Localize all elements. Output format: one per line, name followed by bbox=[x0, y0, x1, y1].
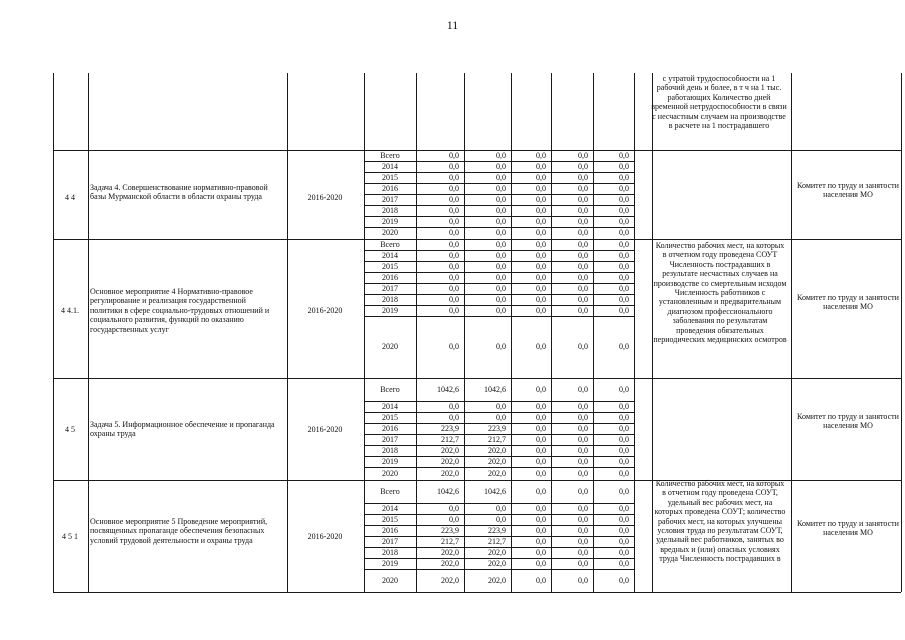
year-cell: 2014 bbox=[382, 250, 398, 260]
value-cell: 0,0 bbox=[578, 514, 588, 524]
value-cell: 0,0 bbox=[578, 401, 588, 411]
value-cell: 0,0 bbox=[578, 283, 588, 293]
section-divider bbox=[53, 378, 901, 379]
value-cell: 0,0 bbox=[619, 525, 629, 535]
value-cell: 0,0 bbox=[536, 514, 546, 524]
value-cell: 0,0 bbox=[619, 401, 629, 411]
value-cell: 0,0 bbox=[578, 558, 588, 568]
value-cell: 202,0 bbox=[441, 456, 459, 466]
value-cell: 0,0 bbox=[578, 216, 588, 226]
value-cell: 0,0 bbox=[449, 401, 459, 411]
value-cell: 0,0 bbox=[619, 161, 629, 171]
year-cell: 2018 bbox=[382, 445, 398, 455]
value-cell: 0,0 bbox=[536, 261, 546, 271]
value-cell: 0,0 bbox=[496, 514, 506, 524]
table-border-bottom bbox=[53, 592, 901, 593]
year-cell: Всего bbox=[380, 239, 400, 249]
value-cell: 0,0 bbox=[619, 456, 629, 466]
value-cell: 0,0 bbox=[578, 456, 588, 466]
value-cell: 0,0 bbox=[449, 294, 459, 304]
value-cell: 223,9 bbox=[488, 525, 506, 535]
value-cell: 0,0 bbox=[496, 283, 506, 293]
value-cell: 1042,6 bbox=[437, 384, 459, 394]
value-cell: 0,0 bbox=[536, 525, 546, 535]
year-cell: 2017 bbox=[382, 194, 398, 204]
value-cell: 0,0 bbox=[536, 456, 546, 466]
value-cell: 0,0 bbox=[578, 272, 588, 282]
value-cell: 212,7 bbox=[488, 434, 506, 444]
value-cell: 0,0 bbox=[536, 272, 546, 282]
value-cell: 0,0 bbox=[496, 261, 506, 271]
year-cell: 2015 bbox=[382, 261, 398, 271]
value-cell: 0,0 bbox=[578, 172, 588, 182]
value-cell: 0,0 bbox=[536, 412, 546, 422]
year-cell: 2016 bbox=[382, 525, 398, 535]
value-cell: 0,0 bbox=[496, 294, 506, 304]
value-cell: 0,0 bbox=[578, 575, 588, 585]
top-indicator-text: с утратой трудоспособности на 1 рабочий день и более, в т ч на 1 тыс. работающих Количество дней временной нетрудоспособности в связи с несчастным случаем на производстве в расчете на 1 пострадавшего bbox=[651, 74, 787, 131]
section-number: 4 5 1 bbox=[62, 532, 78, 541]
value-cell: 0,0 bbox=[578, 294, 588, 304]
value-cell: 0,0 bbox=[536, 486, 546, 496]
value-cell: 0,0 bbox=[619, 216, 629, 226]
value-cell: 0,0 bbox=[619, 547, 629, 557]
year-cell: Всего bbox=[380, 150, 400, 160]
value-cell: 202,0 bbox=[441, 558, 459, 568]
value-cell: 0,0 bbox=[578, 161, 588, 171]
value-cell: 0,0 bbox=[619, 575, 629, 585]
value-cell: 0,0 bbox=[536, 294, 546, 304]
value-cell: 1042,6 bbox=[484, 486, 506, 496]
year-cell: 2019 bbox=[382, 456, 398, 466]
value-cell: 0,0 bbox=[496, 216, 506, 226]
section-indicator: Количество рабочих мест, на которых в отчетном году проведена СОУТ, удельный вес рабочих мест, на которых проведена СОУТ; количество рабочих мест, на которых улучшены условия труда по результатам СОУТ, удельный вес работников, занятых во вредных и (или) опасных условиях труда Численность пострадавших в bbox=[654, 479, 786, 564]
value-cell: 223,9 bbox=[488, 423, 506, 433]
value-cell: 0,0 bbox=[536, 434, 546, 444]
value-cell: 0,0 bbox=[536, 305, 546, 315]
value-cell: 202,0 bbox=[488, 558, 506, 568]
value-cell: 0,0 bbox=[449, 514, 459, 524]
year-cell: 2018 bbox=[382, 294, 398, 304]
value-cell: 0,0 bbox=[449, 194, 459, 204]
value-cell: 0,0 bbox=[619, 342, 629, 351]
value-cell: 0,0 bbox=[536, 172, 546, 182]
value-cell: 0,0 bbox=[496, 228, 506, 237]
value-cell: 0,0 bbox=[496, 305, 506, 315]
section-period: 2016-2020 bbox=[307, 425, 343, 434]
value-cell: 0,0 bbox=[536, 228, 546, 237]
value-cell: 0,0 bbox=[619, 261, 629, 271]
value-cell: 1042,6 bbox=[484, 384, 506, 394]
value-cell: 0,0 bbox=[536, 503, 546, 513]
year-cell: 2016 bbox=[382, 423, 398, 433]
section-executor: Комитет по труду и занятости населения МО bbox=[797, 519, 899, 538]
year-cell: Всего bbox=[380, 486, 400, 496]
section-executor: Комитет по труду и занятости населения МО bbox=[797, 293, 899, 312]
year-cell: 2017 bbox=[382, 434, 398, 444]
value-cell: 0,0 bbox=[619, 305, 629, 315]
value-cell: 0,0 bbox=[536, 445, 546, 455]
value-cell: 202,0 bbox=[441, 547, 459, 557]
value-cell: 0,0 bbox=[578, 486, 588, 496]
value-cell: 202,0 bbox=[488, 575, 506, 585]
value-cell: 0,0 bbox=[449, 239, 459, 249]
year-cell: 2020 bbox=[382, 228, 398, 237]
year-cell: 2016 bbox=[382, 272, 398, 282]
value-cell: 0,0 bbox=[619, 384, 629, 394]
value-cell: 0,0 bbox=[449, 172, 459, 182]
value-cell: 0,0 bbox=[496, 239, 506, 249]
value-cell: 0,0 bbox=[536, 468, 546, 478]
value-cell: 212,7 bbox=[441, 434, 459, 444]
value-cell: 0,0 bbox=[449, 183, 459, 193]
value-cell: 0,0 bbox=[578, 434, 588, 444]
year-cell: 2017 bbox=[382, 536, 398, 546]
value-cell: 0,0 bbox=[449, 503, 459, 513]
value-cell: 0,0 bbox=[578, 194, 588, 204]
section-period: 2016-2020 bbox=[307, 193, 343, 202]
value-cell: 0,0 bbox=[619, 445, 629, 455]
value-cell: 0,0 bbox=[619, 194, 629, 204]
value-cell: 0,0 bbox=[496, 172, 506, 182]
section-executor: Комитет по труду и занятости населения МО bbox=[797, 412, 899, 431]
year-cell: Всего bbox=[380, 384, 400, 394]
section-period: 2016-2020 bbox=[307, 306, 343, 315]
value-cell: 0,0 bbox=[496, 194, 506, 204]
value-cell: 0,0 bbox=[578, 305, 588, 315]
value-cell: 0,0 bbox=[536, 239, 546, 249]
value-cell: 0,0 bbox=[496, 412, 506, 422]
value-cell: 0,0 bbox=[619, 423, 629, 433]
value-cell: 0,0 bbox=[578, 547, 588, 557]
year-cell: 2015 bbox=[382, 172, 398, 182]
section-title: Основное мероприятие 5 Проведение мероприятий, посвященных пропаганде обеспечения безопасных условий трудовой деятельности и охраны труда bbox=[90, 517, 268, 545]
value-cell: 0,0 bbox=[449, 161, 459, 171]
value-cell: 0,0 bbox=[578, 423, 588, 433]
value-cell: 0,0 bbox=[449, 250, 459, 260]
year-cell: 2018 bbox=[382, 205, 398, 215]
year-cell: 2014 bbox=[382, 401, 398, 411]
value-cell: 0,0 bbox=[619, 228, 629, 237]
value-cell: 0,0 bbox=[619, 283, 629, 293]
value-cell: 0,0 bbox=[619, 434, 629, 444]
year-cell: 2014 bbox=[382, 161, 398, 171]
value-cell: 0,0 bbox=[449, 205, 459, 215]
row-divider bbox=[364, 569, 634, 570]
section-executor: Комитет по труду и занятости населения МО bbox=[797, 181, 899, 200]
value-cell: 202,0 bbox=[441, 468, 459, 478]
value-cell: 0,0 bbox=[619, 294, 629, 304]
section-title: Основное мероприятие 4 Нормативно-правовое регулирование и реализация государственной политики в сфере социально-трудовых отношений и социального развития, функций по оказанию государственных услуг bbox=[90, 287, 270, 334]
value-cell: 0,0 bbox=[578, 183, 588, 193]
value-cell: 202,0 bbox=[441, 445, 459, 455]
value-cell: 212,7 bbox=[441, 536, 459, 546]
value-cell: 0,0 bbox=[619, 172, 629, 182]
value-cell: 0,0 bbox=[578, 239, 588, 249]
value-cell: 0,0 bbox=[536, 558, 546, 568]
table-border-right bbox=[901, 73, 902, 592]
value-cell: 0,0 bbox=[578, 468, 588, 478]
value-cell: 202,0 bbox=[441, 575, 459, 585]
value-cell: 0,0 bbox=[536, 194, 546, 204]
value-cell: 0,0 bbox=[496, 150, 506, 160]
value-cell: 0,0 bbox=[619, 558, 629, 568]
year-cell: 2017 bbox=[382, 283, 398, 293]
value-cell: 1042,6 bbox=[437, 486, 459, 496]
value-cell: 0,0 bbox=[449, 305, 459, 315]
value-cell: 202,0 bbox=[488, 456, 506, 466]
value-cell: 0,0 bbox=[536, 183, 546, 193]
year-cell: 2015 bbox=[382, 514, 398, 524]
value-cell: 0,0 bbox=[536, 401, 546, 411]
value-cell: 0,0 bbox=[578, 261, 588, 271]
value-cell: 0,0 bbox=[536, 342, 546, 351]
value-cell: 0,0 bbox=[536, 547, 546, 557]
section-indicator: Количество рабочих мест, на которых в отчетном году проведена СОУТ Численность пострадавших в результате несчастных случаев на производстве со смертельным исходом Численность работников с установленным и предварительным диагнозом профессионального заболевания по результатам проведения обязательных периодических медицинских осмотров bbox=[653, 241, 787, 345]
value-cell: 0,0 bbox=[536, 205, 546, 215]
year-cell: 2015 bbox=[382, 412, 398, 422]
value-cell: 0,0 bbox=[449, 342, 459, 351]
row-divider bbox=[364, 316, 634, 317]
value-cell: 0,0 bbox=[536, 161, 546, 171]
value-cell: 0,0 bbox=[496, 342, 506, 351]
value-cell: 223,9 bbox=[441, 525, 459, 535]
value-cell: 0,0 bbox=[496, 401, 506, 411]
value-cell: 0,0 bbox=[536, 575, 546, 585]
value-cell: 0,0 bbox=[619, 250, 629, 260]
value-cell: 0,0 bbox=[619, 183, 629, 193]
value-cell: 0,0 bbox=[496, 161, 506, 171]
value-cell: 0,0 bbox=[536, 283, 546, 293]
page-number: 11 bbox=[446, 18, 459, 32]
value-cell: 0,0 bbox=[578, 445, 588, 455]
section-number: 4 4 bbox=[65, 193, 75, 202]
section-number: 4 5 bbox=[65, 425, 75, 434]
value-cell: 212,7 bbox=[488, 536, 506, 546]
value-cell: 0,0 bbox=[449, 272, 459, 282]
value-cell: 0,0 bbox=[578, 503, 588, 513]
section-title: Задача 4. Совершенствование нормативно-правовой базы Мурманской области в области охраны труда bbox=[90, 183, 268, 202]
year-cell: 2019 bbox=[382, 305, 398, 315]
section-number: 4 4.1. bbox=[61, 306, 79, 315]
value-cell: 0,0 bbox=[496, 183, 506, 193]
value-cell: 0,0 bbox=[619, 205, 629, 215]
year-cell: 2019 bbox=[382, 216, 398, 226]
year-cell: 2019 bbox=[382, 558, 398, 568]
value-cell: 0,0 bbox=[619, 503, 629, 513]
year-cell: 2020 bbox=[382, 342, 398, 351]
value-cell: 0,0 bbox=[536, 423, 546, 433]
section-title: Задача 5. Информационное обеспечение и пропаганда охраны труда bbox=[90, 420, 275, 439]
value-cell: 0,0 bbox=[449, 261, 459, 271]
value-cell: 0,0 bbox=[578, 536, 588, 546]
value-cell: 202,0 bbox=[488, 547, 506, 557]
value-cell: 0,0 bbox=[619, 514, 629, 524]
value-cell: 0,0 bbox=[496, 250, 506, 260]
value-cell: 0,0 bbox=[578, 250, 588, 260]
value-cell: 0,0 bbox=[619, 412, 629, 422]
value-cell: 0,0 bbox=[619, 272, 629, 282]
value-cell: 0,0 bbox=[619, 536, 629, 546]
value-cell: 0,0 bbox=[536, 250, 546, 260]
year-cell: 2020 bbox=[382, 575, 398, 585]
value-cell: 0,0 bbox=[619, 486, 629, 496]
value-cell: 0,0 bbox=[496, 272, 506, 282]
year-cell: 2016 bbox=[382, 183, 398, 193]
section-period: 2016-2020 bbox=[307, 532, 343, 541]
year-cell: 2020 bbox=[382, 468, 398, 478]
value-cell: 0,0 bbox=[619, 468, 629, 478]
value-cell: 0,0 bbox=[496, 503, 506, 513]
value-cell: 0,0 bbox=[536, 536, 546, 546]
value-cell: 0,0 bbox=[449, 283, 459, 293]
value-cell: 0,0 bbox=[578, 342, 588, 351]
value-cell: 223,9 bbox=[441, 423, 459, 433]
value-cell: 0,0 bbox=[578, 228, 588, 237]
value-cell: 0,0 bbox=[536, 216, 546, 226]
value-cell: 202,0 bbox=[488, 468, 506, 478]
value-cell: 0,0 bbox=[578, 205, 588, 215]
value-cell: 0,0 bbox=[496, 205, 506, 215]
value-cell: 0,0 bbox=[449, 216, 459, 226]
year-cell: 2018 bbox=[382, 547, 398, 557]
value-cell: 0,0 bbox=[578, 525, 588, 535]
value-cell: 0,0 bbox=[449, 228, 459, 237]
year-cell: 2014 bbox=[382, 503, 398, 513]
value-cell: 0,0 bbox=[619, 150, 629, 160]
value-cell: 0,0 bbox=[449, 412, 459, 422]
value-cell: 0,0 bbox=[536, 384, 546, 394]
value-cell: 202,0 bbox=[488, 445, 506, 455]
value-cell: 0,0 bbox=[578, 412, 588, 422]
value-cell: 0,0 bbox=[578, 384, 588, 394]
value-cell: 0,0 bbox=[536, 150, 546, 160]
value-cell: 0,0 bbox=[578, 150, 588, 160]
value-cell: 0,0 bbox=[619, 239, 629, 249]
value-cell: 0,0 bbox=[449, 150, 459, 160]
